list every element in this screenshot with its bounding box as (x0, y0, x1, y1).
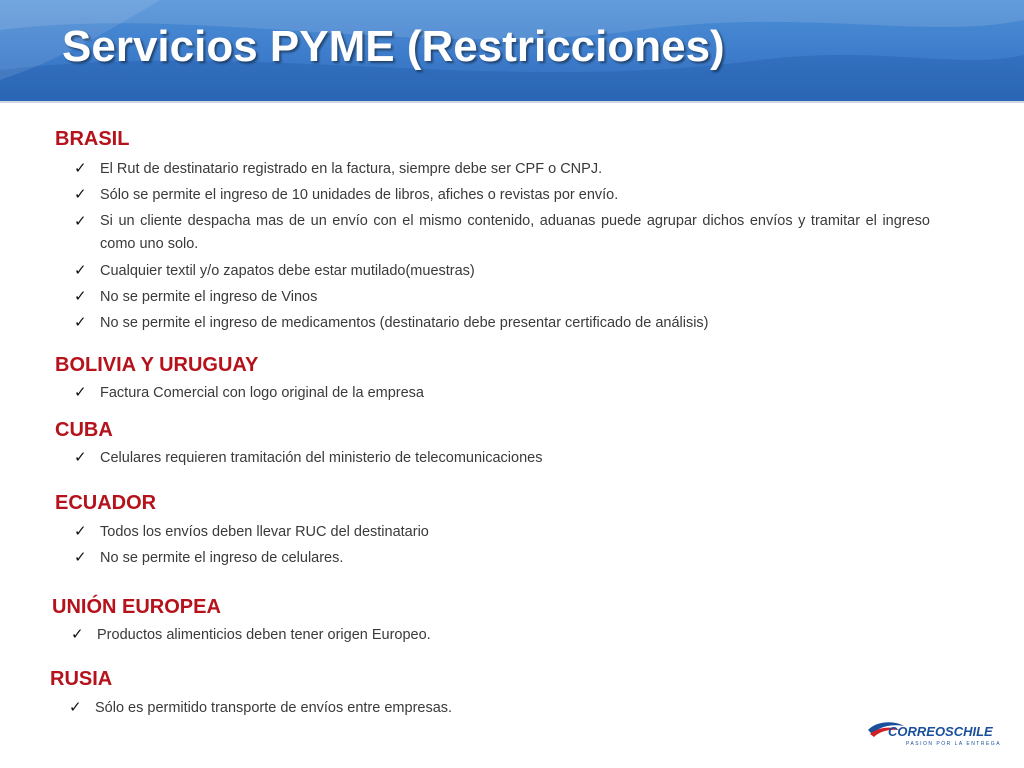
check-icon: ✓ (74, 523, 87, 540)
list-item: ✓ Todos los envíos deben llevar RUC del destinatario (74, 521, 930, 543)
list-item: ✓ Sólo es permitido transporte de envíos entre empresas. (69, 697, 925, 719)
union-europea-restrictions-list (71, 624, 927, 650)
list-item: ✓ No se permite el ingreso de celulares. (74, 547, 930, 569)
check-icon: ✓ (74, 186, 87, 203)
correoschile-logo (866, 718, 1002, 748)
banner-divider (0, 101, 1024, 103)
rusia-restrictions-list (69, 697, 925, 723)
section-title-cuba: CUBA (55, 419, 113, 441)
check-icon: ✓ (74, 314, 87, 331)
list-item: ✓ Cualquier textil y/o zapatos debe estar mutilado(muestras) (74, 260, 930, 282)
check-icon: ✓ (74, 213, 87, 230)
check-icon: ✓ (74, 288, 87, 305)
list-item: ✓ Sólo se permite el ingreso de 10 unidades de libros, afiches o revistas por envío. (74, 184, 930, 206)
section-title-rusia: RUSIA (50, 668, 113, 690)
check-icon: ✓ (74, 160, 87, 177)
check-icon: ✓ (69, 699, 82, 716)
logo-tagline: PASION POR LA ENTREGA (906, 741, 1002, 747)
list-item: ✓ Productos alimenticios deben tener origen Europeo. (71, 624, 927, 646)
section-title-union-europea: UNIÓN EUROPEA (52, 596, 221, 618)
section-title-brasil: BRASIL (55, 128, 130, 150)
list-item: ✓ Si un cliente despacha mas de un envío con el mismo contenido, aduanas puede agrupar dichos envíos y tramitar el ingreso como uno solo. (74, 210, 930, 256)
check-icon: ✓ (71, 626, 84, 643)
check-icon: ✓ (74, 262, 87, 279)
list-item: ✓ Factura Comercial con logo original de la empresa (74, 382, 930, 404)
list-item: ✓ Celulares requieren tramitación del ministerio de telecomunicaciones (74, 447, 930, 469)
ecuador-restrictions-list (74, 521, 930, 573)
logo-wordmark: CORREOSCHILE (888, 724, 993, 739)
brasil-restrictions-list (74, 158, 930, 338)
list-item: ✓ No se permite el ingreso de Vinos (74, 286, 930, 308)
section-title-ecuador: ECUADOR (55, 492, 157, 514)
cuba-restrictions-list (74, 447, 930, 473)
section-title-bolivia-uruguay: BOLIVIA Y URUGUAY (55, 354, 259, 376)
check-icon: ✓ (74, 549, 87, 566)
title-banner (0, 0, 1024, 102)
page-title: Servicios PYME (Restricciones) (62, 22, 725, 71)
check-icon: ✓ (74, 384, 87, 401)
list-item: ✓ No se permite el ingreso de medicamentos (destinatario debe presentar certificado de análisis) (74, 312, 930, 334)
check-icon: ✓ (74, 449, 87, 466)
bolivia-uruguay-restrictions-list (74, 382, 930, 408)
list-item: ✓ El Rut de destinatario registrado en la factura, siempre debe ser CPF o CNPJ. (74, 158, 930, 180)
